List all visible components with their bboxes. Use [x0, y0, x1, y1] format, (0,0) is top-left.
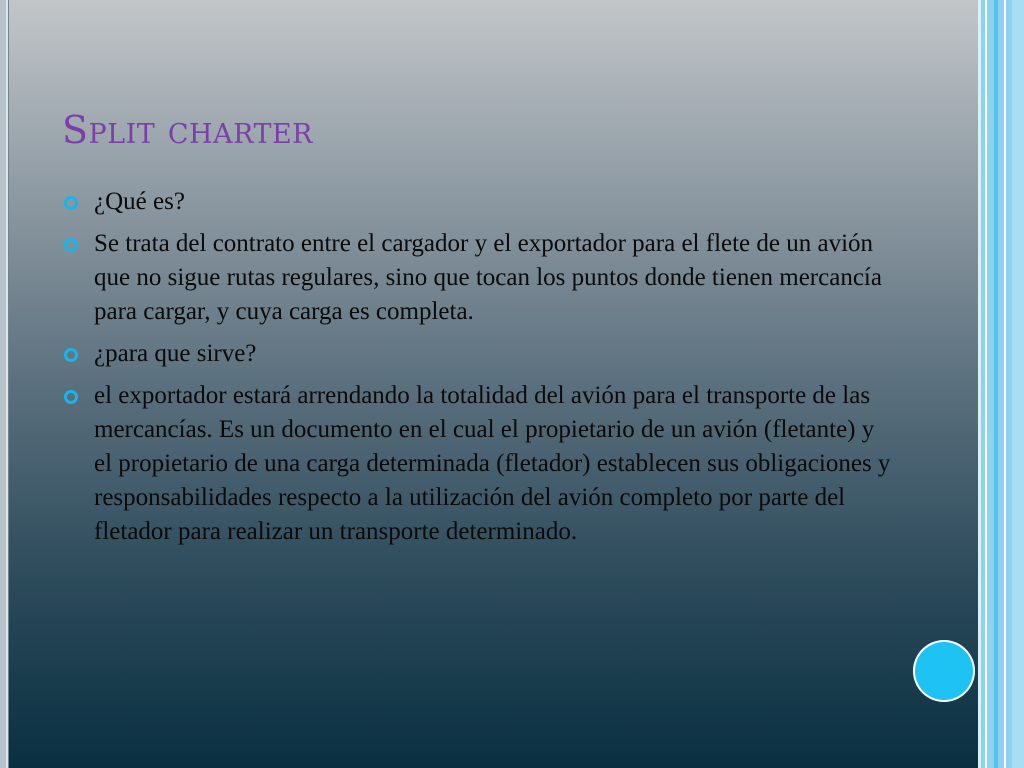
right-stripe-line — [1012, 0, 1024, 768]
bullet-text: Se trata del contrato entre el cargador y el exportador para el flete de un avión que no sigue rutas regulares, sino que tocan los puntos donde tienen mercancía para cargar, y cuya carga es completa. — [94, 230, 882, 325]
bullet-item — [62, 337, 892, 371]
right-stripe-line — [1004, 0, 1006, 768]
ring-bullet-icon — [64, 390, 78, 404]
left-border-line — [8, 0, 9, 768]
right-stripe-line — [985, 0, 987, 768]
bullet-item — [62, 185, 892, 219]
right-stripe-line — [994, 0, 998, 768]
slide-title: Split charter — [62, 108, 313, 152]
ring-bullet-icon — [64, 196, 78, 210]
bullet-item — [62, 379, 892, 549]
bullet-text: ¿Qué es? — [94, 188, 185, 215]
bullet-item — [62, 227, 892, 329]
circle-decoration — [913, 640, 975, 702]
ring-bullet-icon — [64, 348, 78, 362]
bullet-text: ¿para que sirve? — [94, 340, 257, 367]
ring-bullet-icon — [64, 238, 78, 252]
bullet-list — [62, 185, 892, 557]
right-stripe-line — [978, 0, 981, 768]
bullet-text: el exportador estará arrendando la totalidad del avión para el transporte de las mercancías. Es un documento en el cual el propietario de un avión (fletante) y el propietario de una carga determinada (fletador) establecen sus obligaciones y responsabilidades respecto a la utilización del avión completo por parte del fletador para realizar un transporte determinado. — [94, 382, 891, 545]
